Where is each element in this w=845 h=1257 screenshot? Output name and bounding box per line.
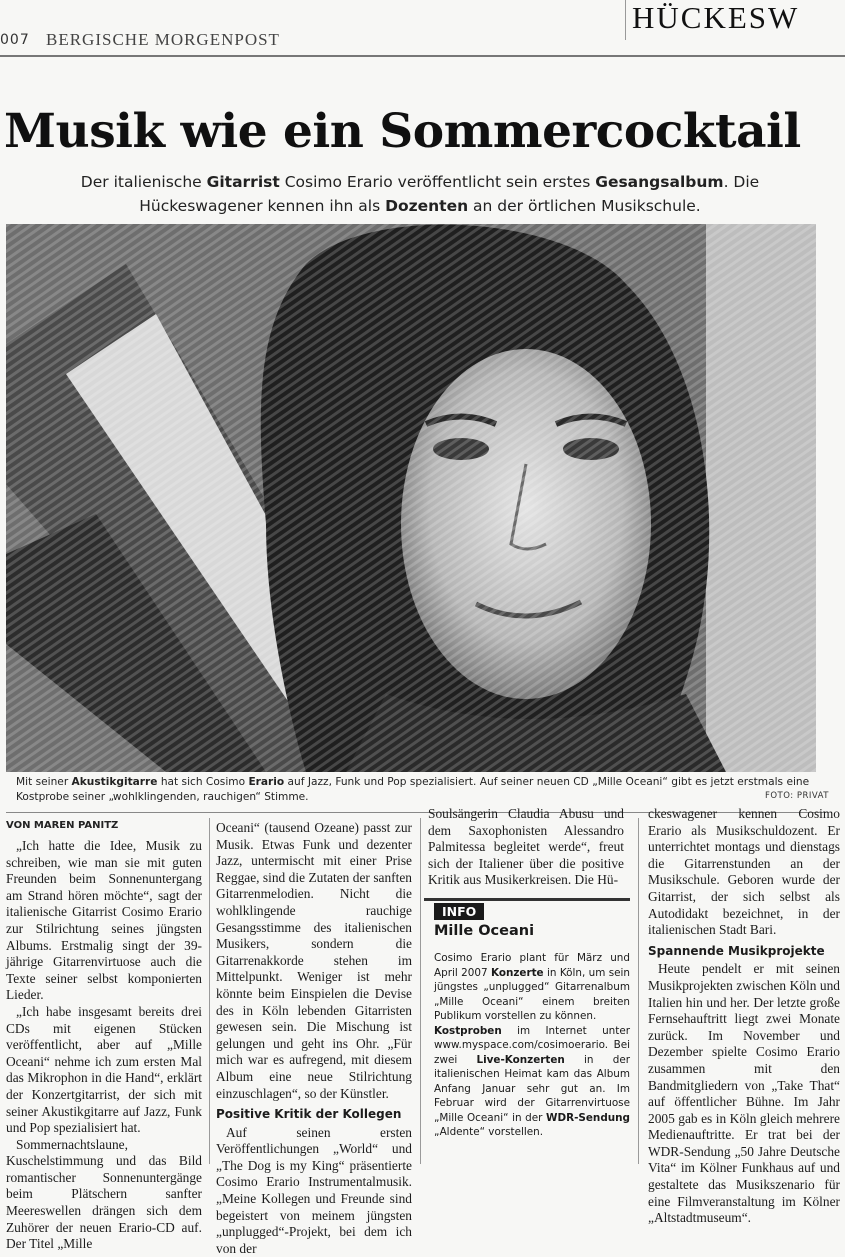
- info-body: [434, 951, 630, 1140]
- portrait-illustration: [6, 224, 816, 772]
- header-rule: [0, 55, 845, 57]
- newspaper-name: BERGISCHE MORGENPOST: [46, 30, 280, 49]
- paragraph: Oceani“ (tausend Ozeane) passt zur Musik. Etwas Funk und dezenter Jazz, untermischt mit einer Prise Reggae, sind die Zutaten der sanften Gitarrenmelodien. Nicht die wohlklingende rauchige Gesangsstimme des italienischen Musikers, sondern die Gitarrenakkorde stehen im Mittelpunkt. Weniger ist mehr könnte beim Einspielen die Devise des in Köln lebenden Gitarristen gewesen sein. Die Mischung ist gelungen und geht ins Ohr. „Für mich war es aufregend, mit diesem Album eine neue Stilrichtung einzuschlagen“, so der Künstler.: [216, 820, 412, 1101]
- paragraph: Soulsängerin Claudia Abusu und dem Saxophonisten Alessandro Palmitessa begleitet werde“, freut sich der Italiener über die positive Kritik aus Musikerkreisen. Die Hü-: [428, 806, 624, 888]
- info-title: Mille Oceani: [434, 923, 535, 939]
- byline: VON MAREN PANITZ: [6, 820, 119, 831]
- photo-credit: FOTO: PRIVAT: [764, 791, 829, 801]
- column-divider: [420, 818, 421, 1164]
- portrait-photo: [6, 224, 816, 772]
- paragraph: Heute pendelt er mit seinen Musikprojekten zwischen Köln und Italien hin und her. Der letzte große Fernsehauftritt liegt zwei Monate zurück. Im November und Dezember spielte Cosimo Erario zusammen mit den Bandmitgliedern von „Take That“ auf öffentlicher Bühne. Im Jahr 2005 gab es in Köln gleich mehrere Medienauftritte. Er trat bei der WDR-Sendung „50 Jahre Deutsche Vita“ im Kölner Funkhaus auf und gestaltete das Musikszenario für eine Filmveranstaltung im Kölner „Altstadtmuseum“.: [648, 961, 840, 1226]
- paragraph: Auf seinen ersten Veröffentlichungen „World“ und „The Dog is my King“ präsentierte Cosimo Erario Instrumentalmusik. „Meine Kollegen und Freunde sind begeistert von meinem jüngsten „unplugged“-Projekt, bei dem ich von der: [216, 1124, 412, 1256]
- info-box: [424, 898, 630, 1167]
- paragraph: ckeswagener kennen Cosimo Erario als Musikschuldozent. Er unterrichtet montags und dienstags die Gitarrenstunden an der Musikschule. Geboren wurde der Gitarrist, der sich selbst als Autodidakt bezeichnet, in der italienischen Stadt Bari.: [648, 806, 840, 938]
- info-paragraph: Kostproben im Internet unter www.myspace.com/cosimoerario. Bei zwei Live-Konzerten in der italienischen Heimat kam das Album Anfang Januar sehr gut an. Im Februar wird der Gitarrenvirtuose „Mille Oceani“ in der WDR-Sendung „Aldente“ vorstellen.: [434, 1024, 630, 1138]
- section-name: HÜCKESW: [632, 0, 800, 35]
- paragraph: Sommernachtslaune, Kuschelstimmung und das Bild romantischer Sonnenuntergänge beim Plätschern sanfter Meereswellen drängen sich dem Zuhörer der neuen Erario-CD auf. Der Titel „Mille: [6, 1136, 202, 1252]
- info-tag: INFO: [434, 903, 484, 920]
- article-column-3: [428, 806, 624, 889]
- paragraph: „Ich hatte die Idee, Musik zu schreiben, wie man sie mit guten Freunden beim Sonnenuntergang am Strand hören möchte“, sagt der italienische Gitarrist Cosimo Erario zur Stilrichtung seines jüngsten Albums. Erstmalig singt der 39-jährige Gitarrenvirtuose auch die Texte seiner selbst komponierten Lieder.: [6, 838, 202, 1003]
- subheading: Positive Kritik der Kollegen: [216, 1107, 402, 1122]
- headline: Musik wie ein Sommercocktail: [4, 104, 801, 159]
- deck: Der italienische Gitarrist Cosimo Erario veröffentlicht sein erstes Gesangsalbum. Die Hückeswagener kennen ihn als Dozenten an der örtlichen Musikschule.: [80, 173, 760, 215]
- article-column-1: [6, 838, 202, 1253]
- photo-caption: Mit seiner Akustikgitarre hat sich Cosimo Erario auf Jazz, Funk und Pop spezialisiert. Auf seiner neuen CD „Mille Oceani“ gibt es jetzt erstmals eine Kostprobe seiner „wohlklingenden, rauchigen“ Stimme.: [16, 776, 810, 803]
- page-number: 007: [0, 32, 30, 48]
- paragraph: „Ich habe insgesamt bereits drei CDs mit eigenen Stücken veröffentlicht, aber auf „Mille Oceani“ nehme ich zum ersten Mal das Mikrophon in die Hand“, erklärt der Konzertgitarrist, der sich mit seiner Akustikgitarre auf Jazz, Funk und Pop spezialisiert hat.: [6, 1003, 202, 1136]
- column-divider: [638, 818, 639, 1164]
- column-divider: [209, 818, 210, 1164]
- article-column-2: [216, 820, 412, 1257]
- page-header: [0, 0, 845, 60]
- info-paragraph: Cosimo Erario plant für März und April 2007 Konzerte in Köln, um sein jüngstes „unplugged“ Gitarrenalbum „Mille Oceani“ einem breiten Publikum vorstellen zu können.: [434, 952, 630, 1022]
- subheading: Spannende Musikprojekte: [648, 943, 825, 958]
- header-divider: [625, 0, 626, 40]
